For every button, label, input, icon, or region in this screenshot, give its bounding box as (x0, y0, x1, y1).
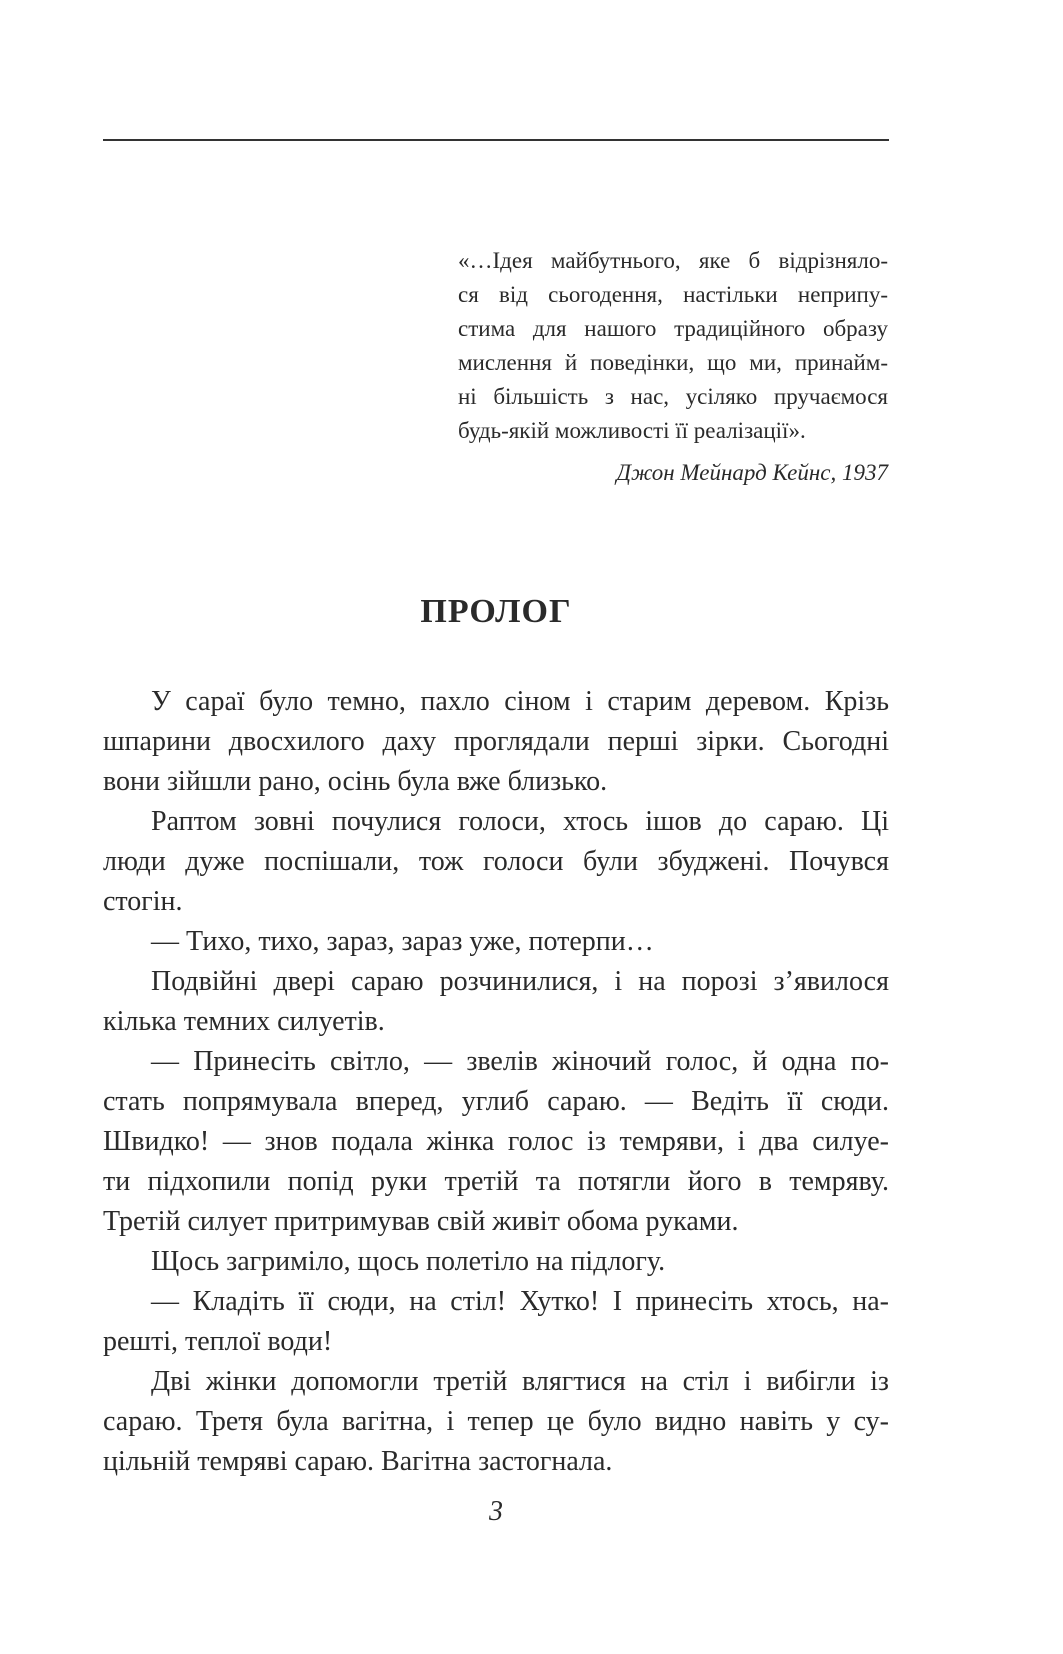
body-line: шпарини двосхилого даху проглядали перші зірки. Сьогодні (103, 726, 889, 757)
body-line: Швидко! — знов подала жінка голос із темряви, і два силуе- (103, 1126, 889, 1157)
epigraph-line: ся від сьогодення, настільки неприпу- (458, 282, 888, 307)
header-rule (103, 139, 889, 141)
body-line: люди дуже поспішали, тож голоси були збуджені. Почувся (103, 846, 889, 877)
body-line: Третій силует притримував свій живіт обома руками. (103, 1206, 739, 1237)
body-line: — Тихо, тихо, зараз, зараз уже, потерпи… (151, 926, 654, 957)
body-line: Щось загриміло, щось полетіло на підлогу. (151, 1246, 666, 1277)
body-line: решті, теплої води! (103, 1326, 333, 1357)
body-line: стогін. (103, 886, 183, 917)
epigraph-line: будь-якій можливості її реалізації». (458, 418, 806, 443)
body-line: сараю. Третя була вагітна, і тепер це було видно навіть у су- (103, 1406, 889, 1437)
body-line: У сараї було темно, пахло сіном і старим деревом. Крізь (151, 686, 889, 717)
epigraph-line: стима для нашого традиційного образу (458, 316, 888, 341)
body-line: кілька темних силуетів. (103, 1006, 385, 1037)
body-line: Дві жінки допомогли третій влягтися на стіл і вибігли із (151, 1366, 889, 1397)
body-line: ти підхопили попід руки третій та потягли його в темряву. (103, 1166, 889, 1197)
epigraph-line: «…Ідея майбутнього, яке б відрізняло- (458, 248, 888, 273)
body-line: Подвійні двері сараю розчинилися, і на порозі з’явилося (151, 966, 889, 997)
body-text (103, 682, 889, 1482)
epigraph-line: мислення й поведінки, що ми, принайм- (458, 350, 888, 375)
body-line: вони зійшли рано, осінь була вже близько. (103, 766, 608, 797)
epigraph-quote (458, 244, 888, 448)
page-number: 3 (489, 1496, 503, 1527)
body-line: — Принесіть світло, — звелів жіночий голос, й одна по- (151, 1046, 889, 1077)
body-line: стать попрямувала вперед, углиб сараю. — Ведіть її сюди. (103, 1086, 889, 1117)
epigraph-attribution: Джон Мейнард Кейнс, 1937 (616, 460, 888, 485)
chapter-title: ПРОЛОГ (420, 593, 572, 630)
body-line: — Кладіть її сюди, на стіл! Хутко! І принесіть хтось, на- (151, 1286, 889, 1317)
epigraph-line: ні більшість з нас, усіляко пручаємося (458, 384, 888, 409)
body-line: цільній темряві сараю. Вагітна застогнала. (103, 1446, 613, 1477)
body-line: Раптом зовні почулися голоси, хтось ішов до сараю. Ці (151, 806, 889, 837)
